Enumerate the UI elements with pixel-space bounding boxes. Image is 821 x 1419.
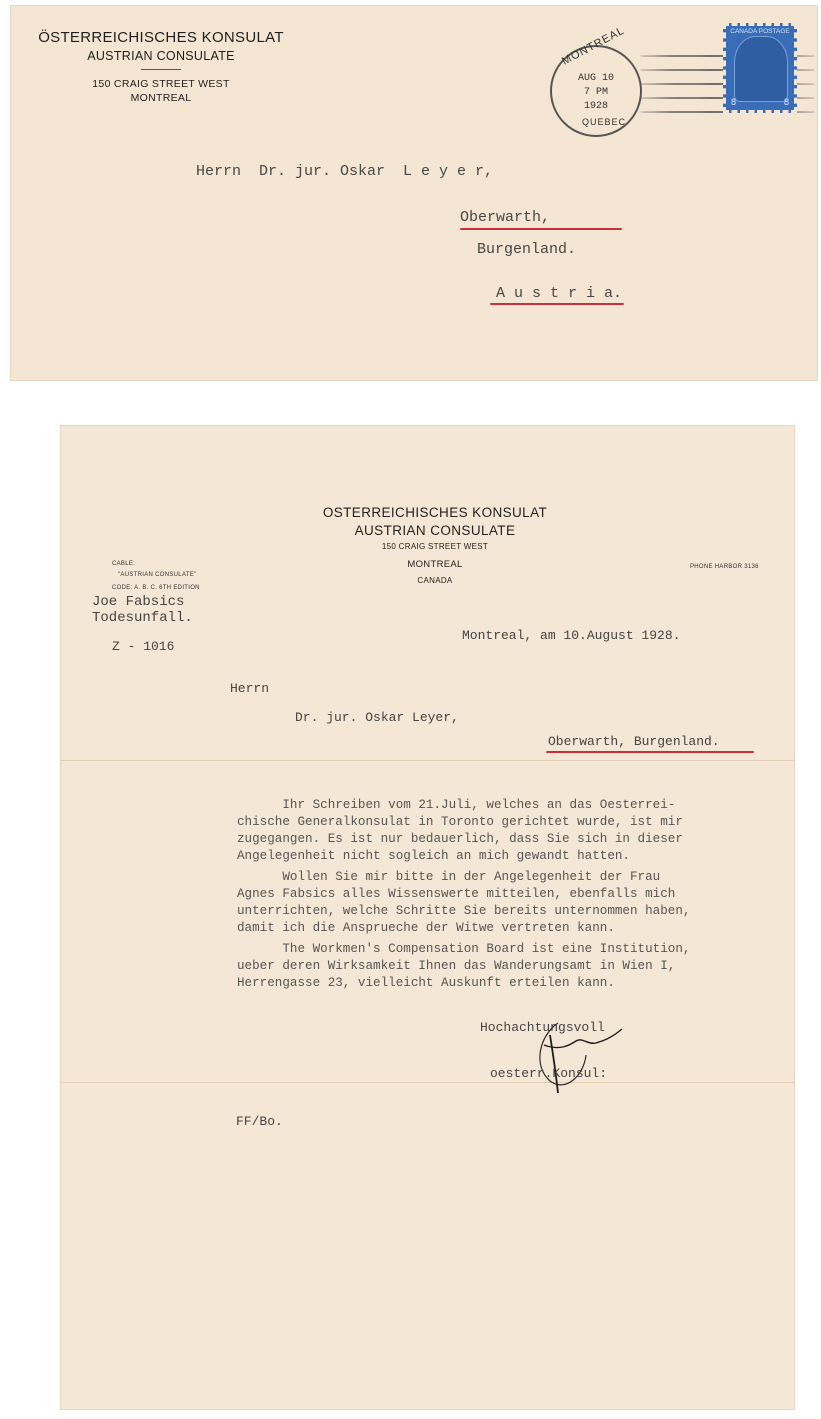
stamp-value-left: 8 (731, 97, 737, 107)
body-line: ueber deren Wirksamkeit Ihnen das Wanderungsamt in Wien I, (237, 959, 676, 973)
body-line: Herrengasse 23, vielleicht Auskunft erteilen kann. (237, 976, 615, 990)
envelope-underline-2 (490, 303, 624, 305)
postmark-year: 1928 (583, 101, 608, 112)
signature-title: oesterr.Konsul: (490, 1066, 608, 1081)
postmark (550, 24, 642, 137)
envelope-recipient-line2: Oberwarth, (460, 209, 551, 226)
letterhead (270, 505, 600, 585)
phone-number: PHONE HARBOR 3136 (690, 564, 759, 570)
envelope-sender-street: 150 CRAIG STREET WEST (92, 78, 230, 90)
envelope (10, 5, 818, 381)
postmark-date: AUG 10 (577, 73, 614, 84)
handwritten-signature (510, 1015, 640, 1095)
body-line: unterrichten, welche Schritte Sie bereits unternommen haben, (237, 904, 691, 918)
reference-number: Z - 1016 (112, 639, 175, 654)
typist-initials: FF/Bo. (236, 1114, 283, 1129)
cable-label: CABLE: (112, 561, 136, 567)
recipient-name: Dr. jur. Oskar Leyer, (295, 710, 459, 725)
letterhead-country: CANADA (417, 576, 453, 585)
fold-line-2 (60, 1082, 795, 1083)
body-line: The Workmen's Compensation Board ist eine Institution, (237, 942, 691, 956)
letterhead-street: 150 CRAIG STREET WEST (381, 542, 489, 551)
subject-line-1: Joe Fabsics (92, 594, 185, 610)
recipient-place-underline (546, 751, 754, 753)
envelope-sender-name-de: ÖSTERREICHISCHES KONSULAT (38, 29, 284, 46)
stamp-portrait (734, 36, 788, 102)
envelope-recipient-line1: Herrn Dr. jur. Oskar L e y e r, (196, 163, 494, 180)
body-line: damit ich die Ansprueche der Witwe vertreten kann. (237, 921, 615, 935)
body-line: Agnes Fabsics alles Wissenswerte mitteilen, ebenfalls mich (237, 887, 676, 901)
envelope-sender-name-en: AUSTRIAN CONSULATE (87, 49, 235, 63)
letterhead-name-de: OSTERREICHISCHES KONSULAT (322, 505, 548, 520)
body-paragraph-1 (237, 797, 797, 865)
body-paragraph-3 (237, 941, 797, 992)
envelope-underline-1 (460, 228, 622, 230)
letterhead-city: MONTREAL (407, 559, 463, 570)
date-line: Montreal, am 10.August 1928. (462, 628, 681, 643)
body-line: Wollen Sie mir bitte in der Angelegenheit der Frau (237, 870, 661, 884)
closing: Hochachtungsvoll (480, 1020, 605, 1035)
stamp-caption: CANADA POSTAGE (730, 28, 790, 35)
fold-line-1 (60, 760, 795, 761)
salutation: Herrn (230, 681, 270, 696)
envelope-sender-block (36, 29, 286, 104)
cable-value: "AUSTRIAN CONSULATE" (118, 572, 197, 578)
letterhead-name-en: AUSTRIAN CONSULATE (354, 523, 516, 538)
envelope-sender-city: MONTREAL (130, 92, 192, 104)
envelope-recipient-line4: A u s t r i a. (496, 285, 623, 302)
stamp-value-right: 8 (783, 97, 789, 107)
postmark-city: MONTREAL (560, 24, 627, 68)
body-line: Ihr Schreiben vom 21.Juli, welches an das Oesterrei- (237, 798, 676, 812)
body-paragraph-2 (237, 869, 797, 937)
postmark-province: QUEBEC (582, 117, 627, 127)
body-line: chische Generalkonsulat in Toronto gerichtet wurde, ist mir (237, 815, 683, 829)
envelope-sender-divider (141, 69, 181, 70)
body-line: zugegangen. Es ist nur bedauerlich, dass Sie sich in dieser (237, 832, 683, 846)
subject-line-2: Todesunfall. (92, 610, 193, 626)
postage-stamp (723, 23, 797, 113)
envelope-recipient-line3: Burgenland. (477, 241, 577, 258)
recipient-place: Oberwarth, Burgenland. (548, 734, 720, 749)
telegraph-code: CODE: A. B. C. 6TH EDITION (112, 585, 200, 591)
body-line: Angelegenheit nicht sogleich an mich gewandt hatten. (237, 849, 630, 863)
postmark-time: 7 PM (583, 87, 608, 98)
